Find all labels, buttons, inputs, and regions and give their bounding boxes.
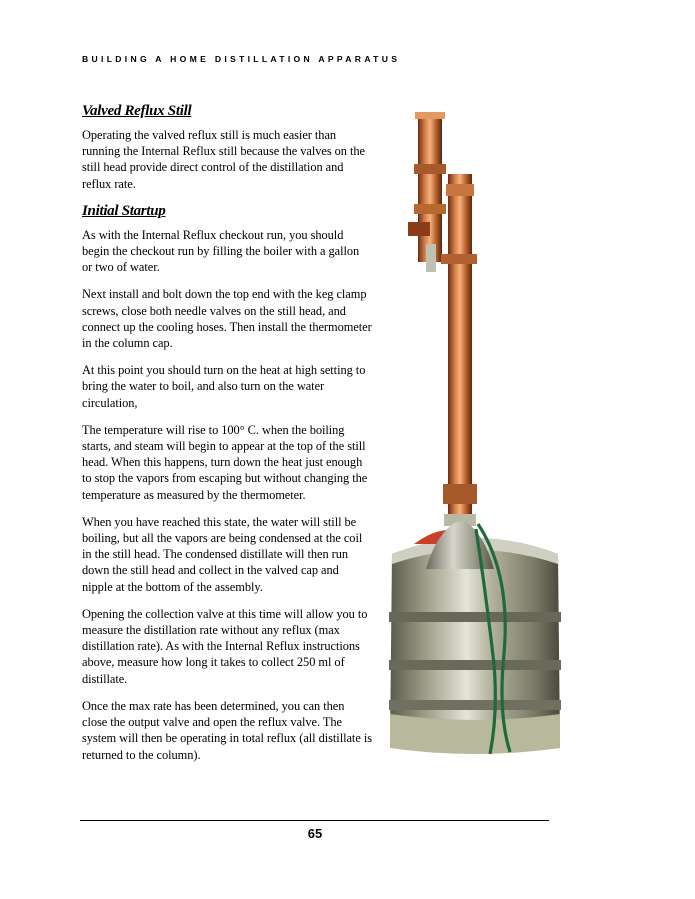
body-text-column bbox=[82, 103, 372, 774]
paragraph: Operating the valved reflux still is much easier than running the Internal Reflux still because the valves on the still head provide direct control of the distillation and reflux rate. bbox=[82, 128, 365, 191]
paragraph: Opening the collection valve at this time will allow you to measure the distillation rate without any reflux (max distillation rate). As with the Internal Reflux instructions above, measure how long it takes to collect 250 ml of distillate. bbox=[82, 606, 368, 686]
section-heading-initial-startup: Initial Startup bbox=[82, 202, 166, 219]
paragraph: At this point you should turn on the heat at high setting to bring the water to boil, and also turn on the water circulation, bbox=[82, 363, 366, 410]
page-number: 65 bbox=[307, 826, 323, 841]
paragraph: Once the max rate has been determined, you can then close the output valve and open the reflux valve. The system will then be operating in total reflux (all distillate is returned to the column). bbox=[82, 698, 372, 762]
paragraph: When you have reached this state, the water will still be boiling, but all the vapors are being condensed at the coil in the still head. The condensed distillate will then run down the still head and collect in the valved cap and nipple at the bottom of the assembly. bbox=[82, 514, 363, 594]
section-heading-valved-reflux-still: Valved Reflux Still bbox=[82, 103, 192, 119]
still-photo bbox=[386, 104, 563, 755]
paragraph: The temperature will rise to 100° C. when the boiling starts, and steam will begin to appear at the top of the still head. When this happens, turn down the heat just enough to stop the vapors from escaping but without changing the temperature as measured by the thermometer. bbox=[82, 422, 368, 502]
still-head bbox=[408, 112, 446, 272]
paragraph: As with the Internal Reflux checkout run, you should begin the checkout run by filling the boiler with a gallon or two of water. bbox=[82, 227, 360, 275]
paragraph: Next install and bolt down the top end with the keg clamp screws, close both needle valves on the still head, and connect up the cooling hoses. Then install the thermometer in the column cap. bbox=[82, 287, 372, 351]
keg bbox=[389, 522, 561, 754]
footer-rule bbox=[80, 820, 549, 821]
running-header: BUILDING A HOME DISTILLATION APPARATUS bbox=[82, 54, 401, 64]
column bbox=[441, 174, 477, 526]
